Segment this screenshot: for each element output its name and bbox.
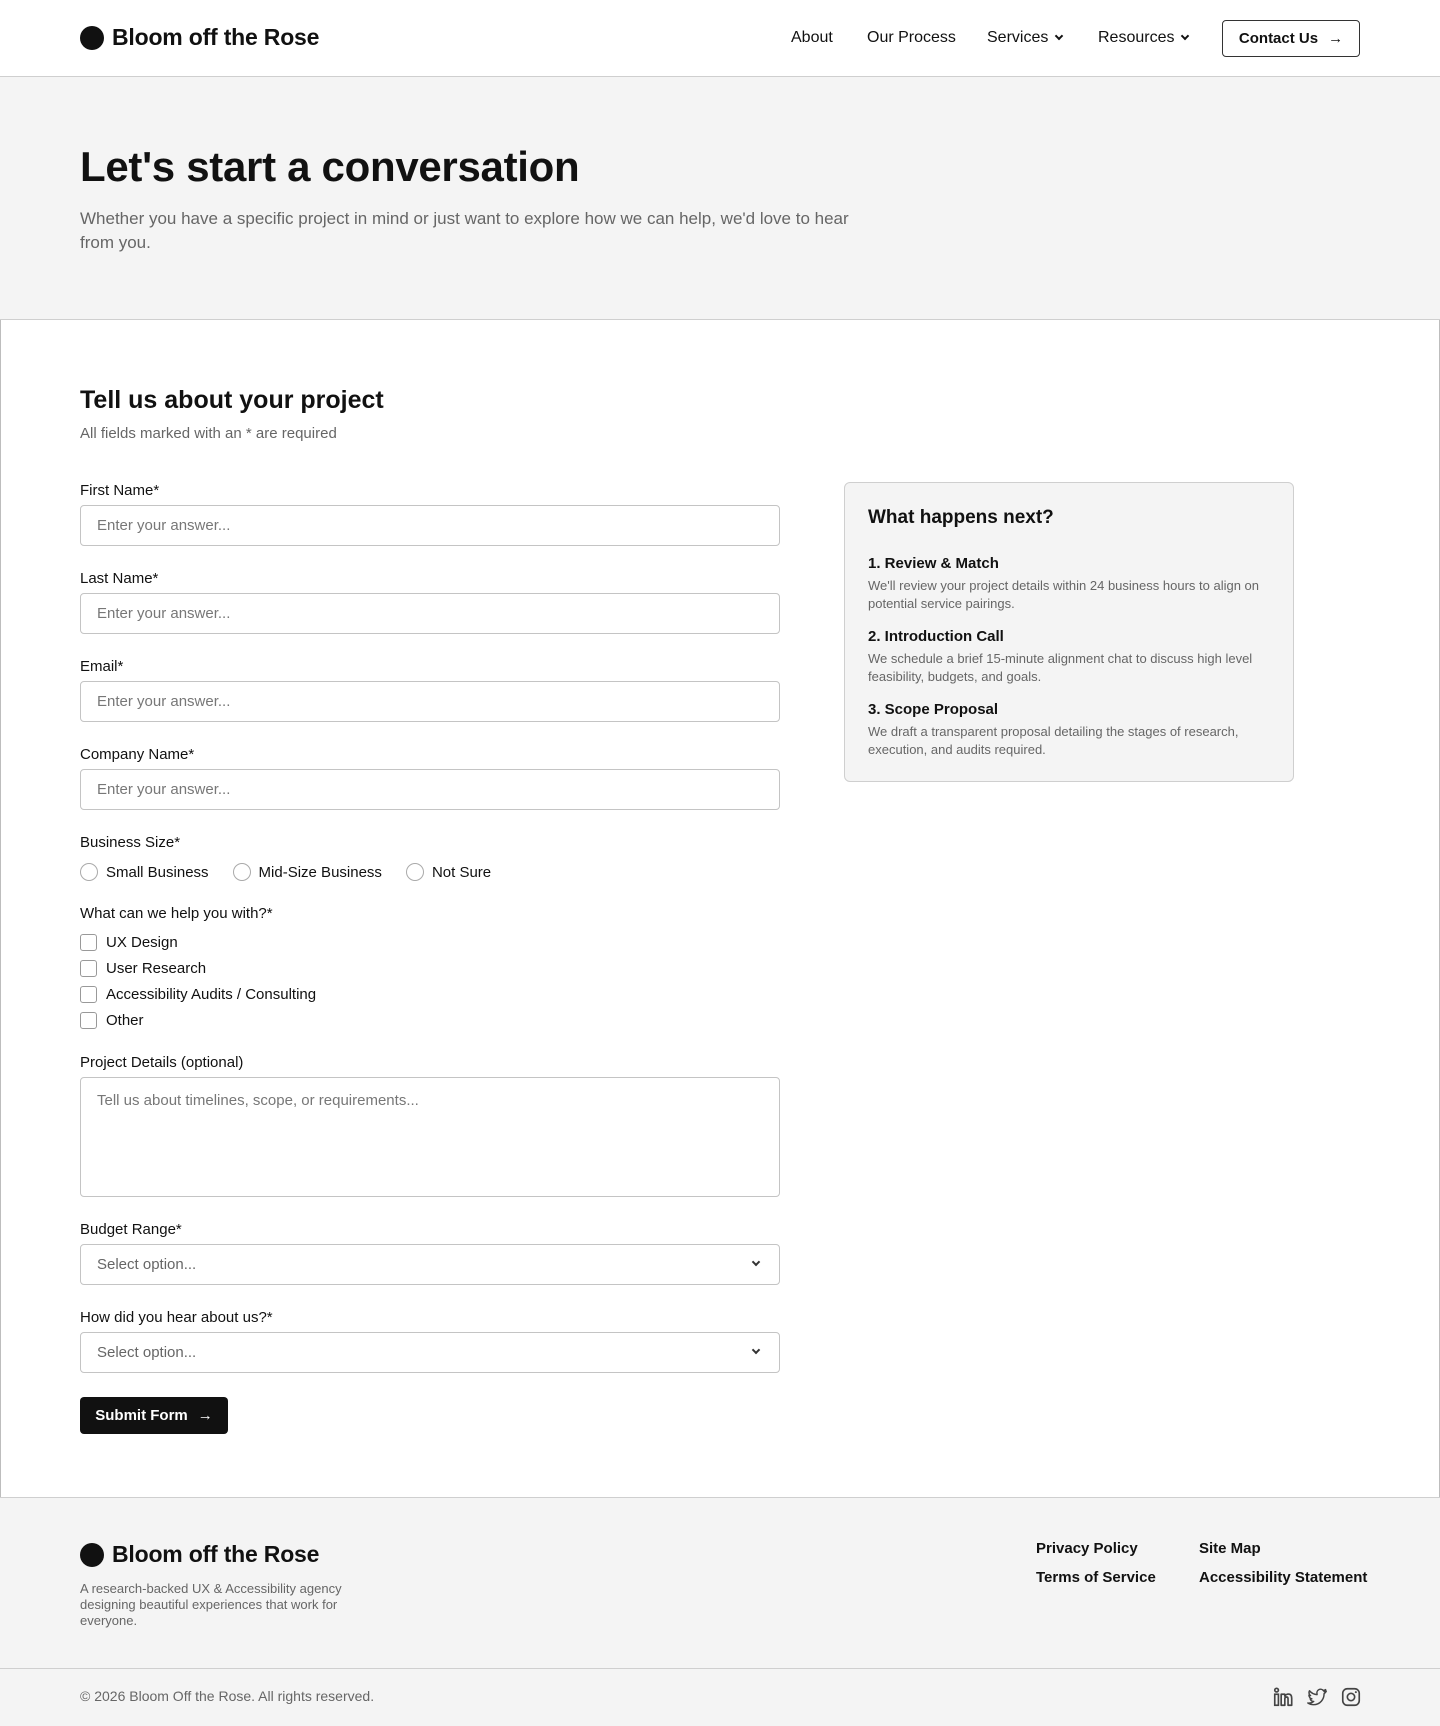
- copyright-bar: [0, 1669, 1440, 1726]
- radio-label: Mid-Size Business: [258, 863, 382, 881]
- twitter-icon[interactable]: [1306, 1686, 1328, 1708]
- budget-range-label: Budget Range*: [80, 1221, 182, 1238]
- step-body: We draft a transparent proposal detailing the stages of research, execution, and audits required.: [868, 724, 1239, 757]
- logo-mark-icon: [80, 1543, 104, 1567]
- radio-mid-size-business[interactable]: [233, 863, 382, 881]
- radio-label: Not Sure: [431, 863, 492, 881]
- hero-section: [0, 77, 1440, 320]
- radio-not-sure[interactable]: [406, 863, 491, 881]
- site-footer: [0, 1497, 1440, 1669]
- checkbox[interactable]: [80, 960, 97, 977]
- radio-button[interactable]: [80, 863, 98, 881]
- contact-us-button[interactable]: [1222, 20, 1360, 57]
- step-title: 1. Review & Match: [868, 555, 999, 572]
- arrow-right-icon: →: [1328, 30, 1344, 47]
- page-title: Let's start a conversation: [80, 143, 580, 190]
- last-name-field[interactable]: [80, 593, 780, 634]
- checkbox-user-research[interactable]: [80, 960, 206, 977]
- brand-name: Bloom off the Rose: [112, 24, 320, 50]
- radio-button[interactable]: [233, 863, 251, 881]
- nav-services[interactable]: [987, 29, 1062, 47]
- chevron-down-icon: [1055, 32, 1063, 40]
- instagram-icon[interactable]: [1340, 1686, 1362, 1708]
- checkbox-ux-design[interactable]: [80, 934, 178, 951]
- required-note: All fields marked with an * are required: [80, 425, 337, 442]
- chevron-down-icon: [752, 1346, 760, 1354]
- footer-link-terms[interactable]: Terms of Service: [1036, 1569, 1156, 1586]
- submit-label: Submit Form: [95, 1407, 188, 1424]
- checkbox[interactable]: [80, 934, 97, 951]
- footer-link-accessibility[interactable]: Accessibility Statement: [1199, 1569, 1368, 1586]
- select-value: Select option...: [97, 1344, 197, 1361]
- checkbox-label: Other: [106, 1012, 144, 1029]
- radio-button[interactable]: [406, 863, 424, 881]
- form-title: Tell us about your project: [80, 386, 384, 414]
- checkbox-label: User Research: [106, 960, 207, 977]
- email-label: Email*: [80, 658, 124, 675]
- budget-range-select[interactable]: [80, 1244, 780, 1285]
- contact-us-label: Contact Us: [1238, 30, 1319, 47]
- help-label: What can we help you with?*: [80, 905, 273, 922]
- step-title: 2. Introduction Call: [868, 628, 1004, 645]
- business-size-label: Business Size*: [80, 834, 181, 851]
- checkbox-accessibility-audits[interactable]: [80, 986, 316, 1003]
- brand-logo[interactable]: [80, 24, 319, 51]
- footer-brand-name: Bloom off the Rose: [112, 1541, 320, 1567]
- footer-link-privacy[interactable]: Privacy Policy: [1036, 1540, 1138, 1557]
- linkedin-icon[interactable]: [1272, 1686, 1294, 1708]
- checkbox[interactable]: [80, 1012, 97, 1029]
- referral-source-select[interactable]: [80, 1332, 780, 1373]
- checkbox-label: Accessibility Audits / Consulting: [106, 986, 317, 1003]
- project-details-label: Project Details (optional): [80, 1054, 244, 1071]
- business-size-group: [80, 863, 515, 881]
- site-header: [0, 0, 1440, 77]
- hero-subtitle: Whether you have a specific project in mind or just want to explore how we can help, we'd love to hear from you.: [80, 209, 849, 252]
- next-steps-panel: [844, 482, 1294, 782]
- last-name-label: Last Name*: [80, 570, 159, 587]
- submit-form-button[interactable]: [80, 1397, 228, 1434]
- project-details-field[interactable]: [80, 1077, 780, 1197]
- radio-small-business[interactable]: [80, 863, 209, 881]
- footer-logo[interactable]: [80, 1541, 319, 1568]
- step-title: 3. Scope Proposal: [868, 701, 999, 718]
- nav-resources[interactable]: [1098, 29, 1188, 47]
- chevron-down-icon: [1181, 32, 1189, 40]
- nav-services-label: Services: [987, 29, 1049, 46]
- first-name-label: First Name*: [80, 482, 160, 499]
- nav-resources-label: Resources: [1098, 29, 1175, 46]
- copyright-text: © 2026 Bloom Off the Rose. All rights reserved.: [80, 1688, 375, 1704]
- panel-title: What happens next?: [868, 507, 1054, 528]
- select-value: Select option...: [97, 1256, 197, 1273]
- step-body: We'll review your project details within 24 business hours to align on potential service pairings.: [868, 578, 1259, 611]
- first-name-field[interactable]: [80, 505, 780, 546]
- checkbox[interactable]: [80, 986, 97, 1003]
- referral-source-label: How did you hear about us?*: [80, 1309, 273, 1326]
- email-field[interactable]: [80, 681, 780, 722]
- radio-label: Small Business: [106, 863, 209, 881]
- company-name-field[interactable]: [80, 769, 780, 810]
- checkbox-label: UX Design: [106, 934, 178, 951]
- logo-mark-icon: [80, 26, 104, 50]
- nav-about[interactable]: About: [791, 29, 833, 46]
- checkbox-other[interactable]: [80, 1012, 144, 1029]
- footer-description: A research-backed UX & Accessibility agency designing beautiful experiences that work for everyone.: [80, 1581, 342, 1628]
- company-name-label: Company Name*: [80, 746, 195, 763]
- step-body: We schedule a brief 15-minute alignment chat to discuss high level feasibility, budgets, and goals.: [868, 651, 1253, 684]
- chevron-down-icon: [752, 1258, 760, 1266]
- nav-our-process[interactable]: Our Process: [867, 29, 956, 46]
- arrow-right-icon: →: [197, 1407, 213, 1424]
- footer-link-sitemap[interactable]: Site Map: [1199, 1540, 1261, 1557]
